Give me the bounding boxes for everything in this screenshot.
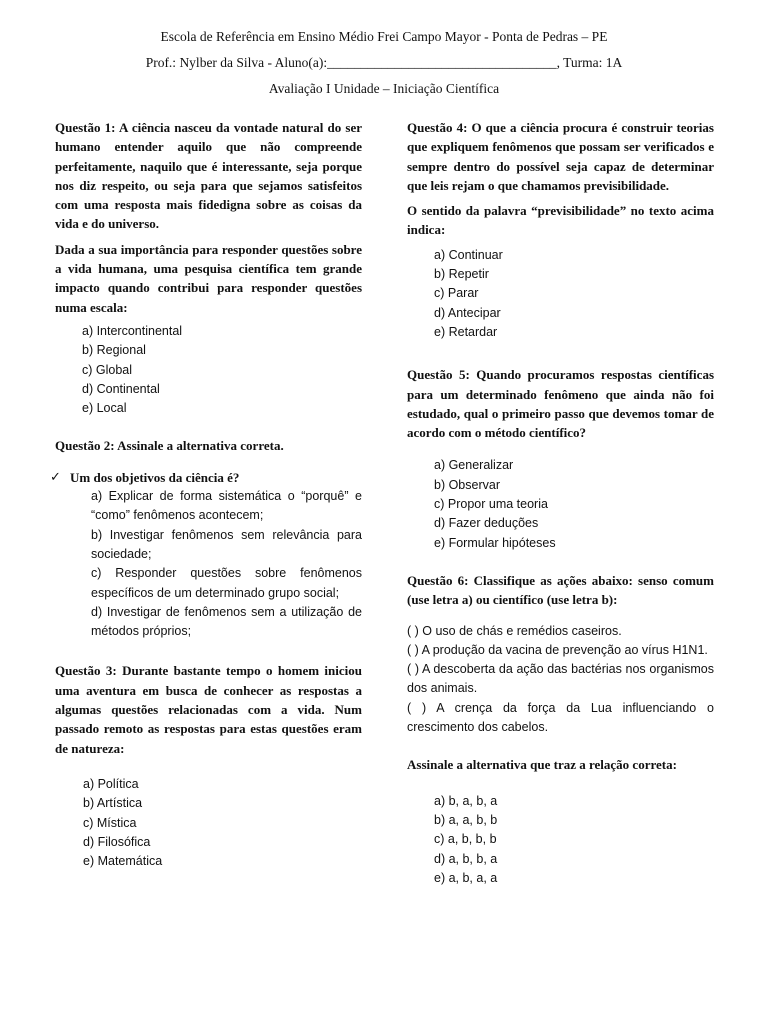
option[interactable]: b) Repetir: [434, 267, 489, 282]
right-column: [407, 118, 714, 888]
option[interactable]: a) b, a, b, a: [434, 793, 498, 808]
question-3-text: Questão 3: Durante bastante tempo o homem iniciou uma aventura em busca de conhecer as respostas a algumas questões relacionadas com a vida. Num passado remoto as respostas para estas questões eram de natureza:: [55, 663, 362, 756]
option[interactable]: d) Antecipar: [434, 305, 501, 320]
classify-item[interactable]: ( ) A descoberta da ação das bactérias nos organismos dos animais.: [407, 662, 714, 696]
option[interactable]: a) Explicar de forma sistemática o “porquê” e “como” fenômenos acontecem;: [91, 489, 362, 523]
option[interactable]: d) Filosófica: [83, 834, 151, 849]
exam-title: Avaliação I Unidade – Iniciação Científica: [268, 81, 500, 96]
left-column: [50, 118, 362, 871]
option[interactable]: b) Observar: [434, 477, 500, 492]
option[interactable]: c) Global: [82, 362, 133, 377]
option[interactable]: d) Continental: [82, 381, 160, 396]
option[interactable]: c) Parar: [434, 286, 479, 301]
option[interactable]: c) Responder questões sobre fenômenos específicos de um determinado grupo social;: [91, 566, 362, 600]
option[interactable]: e) a, b, a, a: [434, 870, 498, 885]
option[interactable]: e) Formular hipóteses: [434, 535, 556, 550]
option[interactable]: b) Investigar fenômenos sem relevância para sociedade;: [91, 527, 362, 561]
checkmark-icon: ✓: [50, 469, 61, 485]
question-4-text: Questão 4: O que a ciência procura é construir teorias que expliquem fenômenos que possam ser verificados e sempre dentro do possível seja capaz de determinar que leis rejam o que chamamos previsibilidade.: [407, 120, 714, 193]
question-5-options: [407, 456, 714, 552]
exam-header: [0, 24, 768, 102]
school-name: Escola de Referência em Ensino Médio Frei Campo Mayor - Ponta de Pedras – PE: [160, 29, 608, 44]
question-5-text: Questão 5: Quando procuramos respostas científicas para um determinado fenômeno que ainda não foi estudado, qual o primeiro passo que devemos tomar de acordo com o método científico?: [407, 367, 715, 441]
question-6-options: [407, 792, 714, 888]
option[interactable]: c) a, b, b, b: [434, 832, 497, 847]
option[interactable]: b) a, a, b, b: [434, 812, 498, 827]
question-1-text: Questão 1: A ciência nasceu da vontade natural do ser humano entender aquilo que não compreende perfeitamente, naquilo que é interessante, seja porque nos diz respeito, ou seja para que sejamos satisfeitos com uma resposta mais fidedigna sobre as coisas da vida e do universo.: [55, 120, 362, 232]
question-4-prompt: O sentido da palavra “previsibilidade” no texto acima indica:: [407, 203, 714, 238]
question-1-options: [55, 322, 362, 418]
classify-item[interactable]: ( ) O uso de chás e remédios caseiros.: [407, 623, 622, 638]
option[interactable]: b) Artística: [83, 796, 143, 811]
option[interactable]: a) Política: [83, 776, 139, 791]
question-6-prompt: Assinale a alternativa que traz a relação correta:: [407, 757, 677, 773]
question-2-options: [55, 487, 362, 641]
question-2-text: Questão 2: Assinale a alternativa correta.: [55, 438, 284, 454]
option[interactable]: a) Continuar: [434, 247, 503, 262]
question-4-options: [407, 246, 714, 342]
classify-item[interactable]: ( ) A produção da vacina de prevenção ao vírus H1N1.: [407, 642, 708, 657]
option[interactable]: b) Regional: [82, 343, 146, 358]
question-3-options: [55, 775, 362, 871]
question-2-bullet: ✓ Um dos objetivos da ciência é?: [50, 468, 362, 487]
question-6-items: [407, 622, 714, 738]
option[interactable]: e) Retardar: [434, 324, 498, 339]
option[interactable]: e) Matemática: [83, 854, 163, 869]
question-6-text: Questão 6: Classifique as ações abaixo: senso comum (use letra a) ou científico (use letra b):: [407, 572, 714, 608]
question-1-prompt: Dada a sua importância para responder questões sobre a vida humana, uma pesquisa científica tem grande impacto quando contribui para responder questões numa escala:: [55, 241, 362, 315]
option[interactable]: a) Generalizar: [434, 458, 514, 473]
classify-item[interactable]: ( ) A crença da força da Lua influenciando o crescimento dos cabelos.: [407, 700, 714, 735]
option[interactable]: c) Propor uma teoria: [434, 497, 548, 512]
option[interactable]: c) Mística: [83, 815, 137, 830]
option[interactable]: d) a, b, b, a: [434, 851, 498, 866]
prof-student-line: Prof.: Nylber da Silva - Aluno(a):__________________________________, Turma: 1A: [145, 55, 623, 70]
option[interactable]: a) Intercontinental: [82, 323, 183, 338]
option[interactable]: e) Local: [82, 401, 127, 416]
option[interactable]: d) Investigar de fenômenos sem a utilização de métodos próprios;: [91, 604, 362, 639]
option[interactable]: d) Fazer deduções: [434, 516, 539, 531]
